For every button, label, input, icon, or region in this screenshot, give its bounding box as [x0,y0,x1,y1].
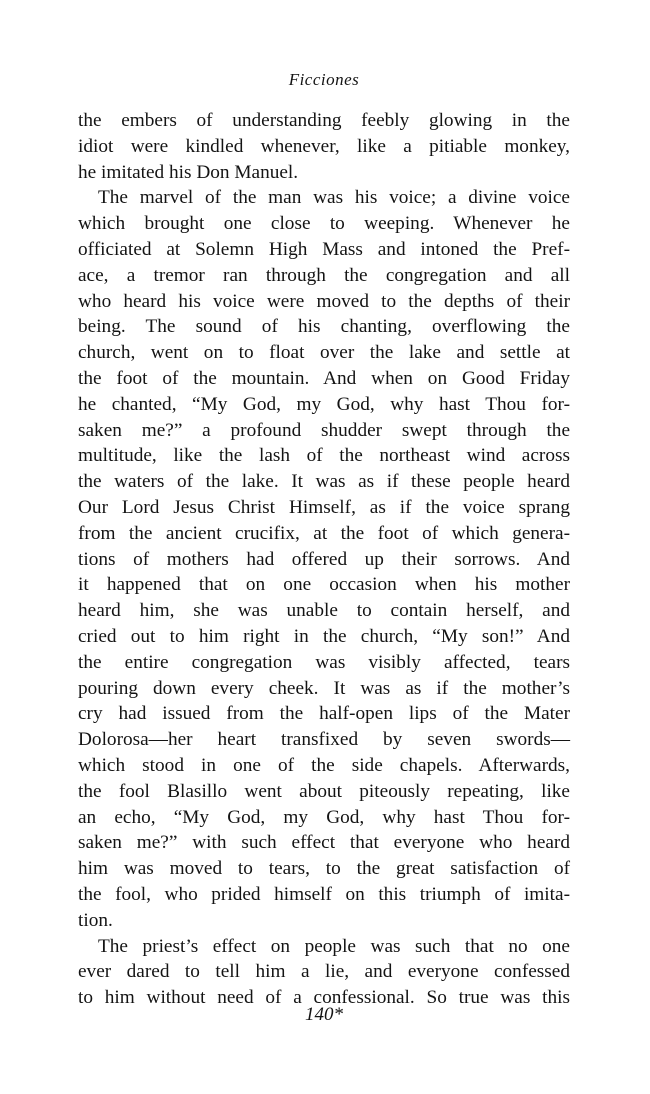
text-line: saken me?” with such effect that everyone who heard [78,832,570,854]
text-line: multitude, like the lash of the northeast wind across [78,445,570,467]
text-line: the fool Blasillo went about piteously repeating, like [78,780,570,802]
body-text [78,108,570,1011]
text-line: Dolorosa—her heart transfixed by seven swords— [78,729,570,751]
text-line: an echo, “My God, my God, why hast Thou for- [78,806,570,828]
text-line: who heard his voice were moved to the depths of their [78,290,570,312]
text-line: it happened that on one occasion when his mother [78,574,570,596]
text-line: the embers of understanding feebly glowing in the [78,110,570,131]
text-line: the entire congregation was visibly affected, tears [78,651,570,673]
text-line: tions of mothers had offered up their sorrows. And [78,548,570,570]
text-line: Our Lord Jesus Christ Himself, as if the voice sprang [78,496,570,518]
text-line: he imitated his Don Manuel. [78,161,299,183]
page-number: 140* [305,1004,343,1025]
text-line: the waters of the lake. It was as if these people heard [78,471,570,493]
text-line: officiated at Solemn High Mass and intoned the Pref- [78,238,570,260]
text-line: which brought one close to weeping. Whenever he [78,213,570,235]
text-line: church, went on to float over the lake and settle at [78,342,570,364]
text-line: cry had issued from the half-open lips of the Mater [78,703,570,725]
text-line: him was moved to tears, to the great satisfaction of [78,858,570,880]
text-line: the foot of the mountain. And when on Good Friday [78,367,570,389]
text-line: ever dared to tell him a lie, and everyone confessed [78,961,570,983]
text-line: tion. [78,909,113,931]
book-page [78,0,570,1094]
text-line: The marvel of the man was his voice; a divine voice [98,187,570,209]
text-line: heard him, she was unable to contain herself, and [78,600,570,622]
text-line: cried out to him right in the church, “My son!” And [78,625,570,647]
text-line: from the ancient crucifix, at the foot of which genera- [78,522,570,544]
text-line: which stood in one of the side chapels. Afterwards, [78,754,570,776]
text-line: the fool, who prided himself on this triumph of imita- [78,883,570,905]
text-line: saken me?” a profound shudder swept through the [78,419,570,441]
text-line: idiot were kindled whenever, like a pitiable monkey, [78,135,570,157]
text-line: ace, a tremor ran through the congregation and all [78,264,570,286]
text-line: being. The sound of his chanting, overflowing the [78,316,570,338]
text-line: pouring down every cheek. It was as if the mother’s [78,677,570,699]
text-line: he chanted, “My God, my God, why hast Thou for- [78,393,570,415]
text-line: to him without need of a confessional. So true was this [78,987,570,1009]
text-line: The priest’s effect on people was such that no one [98,935,570,957]
running-title: Ficciones [288,70,360,89]
